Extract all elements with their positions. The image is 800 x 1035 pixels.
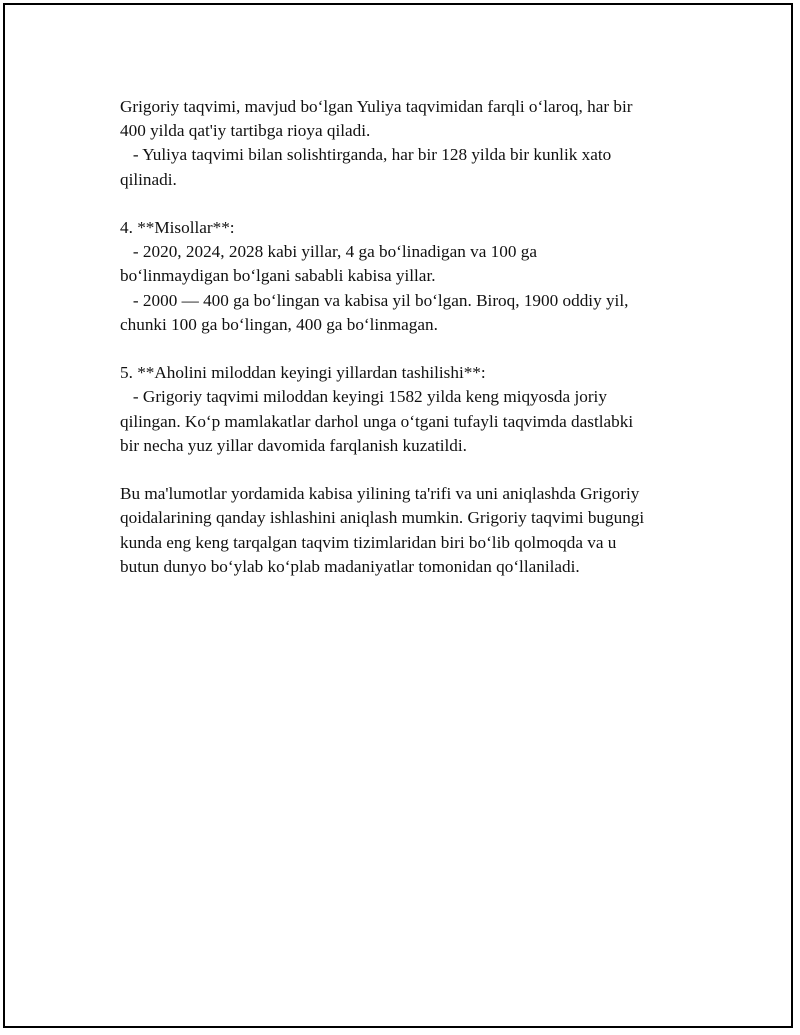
text-line: butun dunyo bo‘ylab ko‘plab madaniyatlar tomonidan qo‘llaniladi. xyxy=(120,556,580,576)
blank-line xyxy=(120,192,710,216)
document-body xyxy=(120,95,710,579)
text-line: bo‘linmaydigan bo‘lgani sababli kabisa yillar. xyxy=(120,266,436,286)
section-heading: 5. **Aholini miloddan keyingi yillardan tashilishi**: xyxy=(120,363,486,383)
text-line: qilinadi. xyxy=(120,169,177,189)
text-line: Grigoriy taqvimi, mavjud bo‘lgan Yuliya taqvimidan farqli o‘laroq, har bir xyxy=(120,97,633,116)
text-line: qilingan. Ko‘p mamlakatlar darhol unga o‘tgani tufayli taqvimda dastlabki xyxy=(120,411,634,431)
blank-line xyxy=(120,458,710,482)
text-line: kunda eng keng tarqalgan taqvim tizimlaridan biri bo‘lib qolmoqda va u xyxy=(120,532,617,552)
text-line: - 2020, 2024, 2028 kabi yillar, 4 ga bo‘linadigan va 100 ga xyxy=(120,242,537,262)
blank-line xyxy=(120,337,710,361)
text-line: chunki 100 ga bo‘lingan, 400 ga bo‘linmagan. xyxy=(120,314,438,334)
text-line: bir necha yuz yillar davomida farqlanish kuzatildi. xyxy=(120,435,467,455)
text-line: - Grigoriy taqvimi miloddan keyingi 1582 yilda keng miqyosda joriy xyxy=(120,387,607,407)
text-line: - Yuliya taqvimi bilan solishtirganda, har bir 128 yilda bir kunlik xato xyxy=(120,145,612,165)
text-line: 400 yilda qat'iy tartibga rioya qiladi. xyxy=(120,121,371,141)
section-heading: 4. **Misollar**: xyxy=(120,218,235,237)
text-line: qoidalarining qanday ishlashini aniqlash mumkin. Grigoriy taqvimi bugungi xyxy=(120,508,645,528)
text-line: - 2000 — 400 ga bo‘lingan va kabisa yil bo‘lgan. Biroq, 1900 oddiy yil, xyxy=(120,290,629,310)
document-page xyxy=(3,3,793,1028)
text-line: Bu ma'lumotlar yordamida kabisa yilining ta'rifi va uni aniqlashda Grigoriy xyxy=(120,484,640,504)
